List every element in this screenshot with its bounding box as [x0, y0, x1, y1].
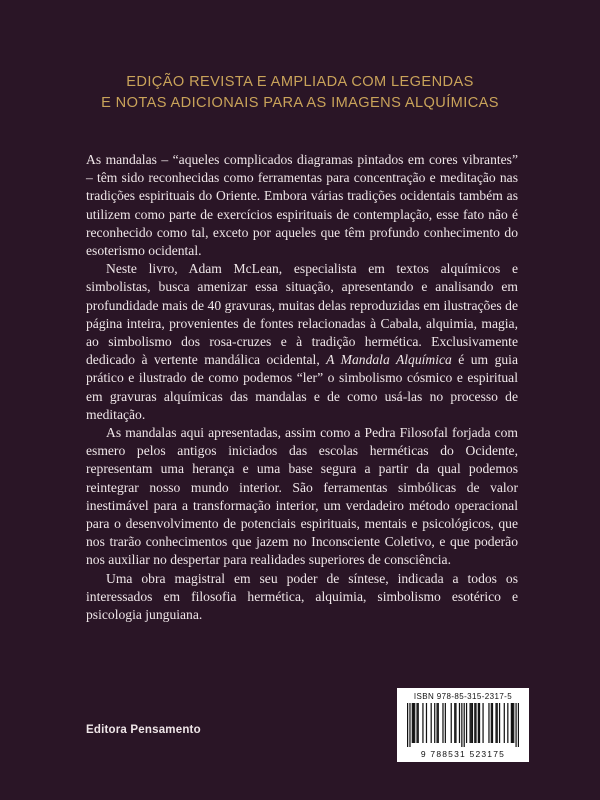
subtitle-line-2: E NOTAS ADICIONAIS PARA AS IMAGENS ALQUÍMICAS: [101, 95, 499, 111]
barcode-bar: [412, 703, 413, 743]
barcode-bar: [513, 703, 514, 743]
blurb-paragraph-3: As mandalas aqui apresentadas, assim como a Pedra Filosofal forjada com esmero pelos antigos iniciados das escolas herméticas do Ocidente, representam uma herança e uma base segura a partir da qual podemos reintegrar nosso mundo interior. São ferramentas simbólicas de valor inestimável para a transformação interior, um verdadeiro método operacional para o desenvolvimento de potenciais espirituais, mentais e psicológicos, que nos trarão conhecimentos que jazem no Inconsciente Coletivo, e que poderão nos auxiliar no despertar para realidades superiores de consciência.: [86, 425, 518, 568]
barcode-bar: [492, 703, 493, 743]
paragraph-2-text-end: é um guia prático e ilustrado de como podemos “ler” o simbolismo cósmico e espiritual em gravuras alquímicas das mandalas e de como usá-las no processo de meditação.: [86, 352, 518, 422]
barcode-bar: [474, 703, 475, 743]
subtitle-line-1: EDIÇÃO REVISTA E AMPLIADA COM LEGENDAS: [126, 74, 474, 90]
barcode-bar: [507, 703, 508, 743]
barcode-bar: [436, 703, 437, 743]
barcode-bar: [407, 703, 408, 747]
barcode-bar: [414, 703, 415, 743]
barcode-bar: [418, 703, 419, 743]
barcode-bar: [479, 703, 480, 743]
barcode-bar: [469, 703, 470, 743]
barcode-bar: [482, 703, 483, 743]
book-title: A Mandala Alquímica: [326, 352, 452, 368]
barcode-bar: [454, 703, 455, 743]
barcode-bar: [416, 703, 417, 743]
barcode-bar: [504, 703, 505, 743]
edition-subtitle: [40, 72, 560, 114]
barcode-bar: [442, 703, 443, 743]
barcode-bar: [426, 703, 427, 743]
barcode-bar: [413, 703, 414, 743]
barcode-bar: [478, 703, 479, 743]
barcode-bar: [461, 703, 462, 747]
barcode-bar: [499, 703, 500, 743]
isbn-barcode: [397, 688, 529, 762]
barcode-bar: [512, 703, 513, 743]
barcode-bar: [491, 703, 492, 743]
barcode-bar: [409, 703, 410, 747]
blurb-paragraph-4: Uma obra magistral em seu poder de síntese, indicada a todos os interessados em filosofia hermética, alquimia, simbolismo esotérico e psicologia junguiana.: [86, 570, 518, 623]
barcode-bar: [434, 703, 435, 743]
barcode-bar: [466, 703, 467, 743]
barcode-bar: [511, 703, 512, 743]
barcode-bar: [445, 703, 446, 743]
barcode-bar: [497, 703, 498, 743]
barcode-bar: [495, 703, 496, 743]
barcode-bar: [475, 703, 476, 743]
barcode-bar: [455, 703, 456, 743]
barcode-bar: [518, 703, 519, 747]
barcode-bar: [431, 703, 432, 743]
barcode-bar: [515, 703, 516, 747]
barcode-digits: 9 788531 523175: [420, 749, 506, 759]
barcode-bar: [438, 703, 439, 743]
barcode-bar: [464, 703, 465, 747]
barcode-bar: [472, 703, 473, 743]
barcode-bar: [422, 703, 423, 743]
blurb-paragraph-1: As mandalas – “aqueles complicados diagramas pintados em cores vibrantes” – têm sido reconhecidas como ferramentas para concentração e meditação nas tradições espirituais do Oriente. Embora várias tradições ocidentais também as utilizem como parte de exercícios espirituais de contemplação, esse fato não é reconhecido como tal, exceto por aqueles que têm profundo conhecimento do esoterismo ocidental.: [86, 152, 518, 259]
paragraph-2-text-start: Neste livro, Adam McLean, especialista em textos alquímicos e simbolistas, busca amenizar essa situação, apresentando e analisando em profundidade mais de 40 gravuras, muitas delas reproduzidas em ilustrações de página inteira, provenientes de fontes relacionadas à Cabala, alquimia, magia, ao simbolismo dos rosa-cruzes e à tradição hermética. Exclusivamente dedicado à vertente mandálica ocidental,: [86, 261, 518, 368]
barcode-bar: [471, 703, 472, 743]
blurb-paragraph-2: [86, 260, 518, 424]
barcode-bar: [451, 703, 452, 743]
blurb-text: [86, 151, 518, 624]
barcode-bar: [459, 703, 460, 743]
barcode-bar: [488, 703, 489, 743]
publisher-name: Editora Pensamento: [86, 724, 201, 736]
isbn-label: ISBN 978-85-315-2317-5: [413, 692, 513, 701]
barcode-bars: [407, 703, 519, 747]
